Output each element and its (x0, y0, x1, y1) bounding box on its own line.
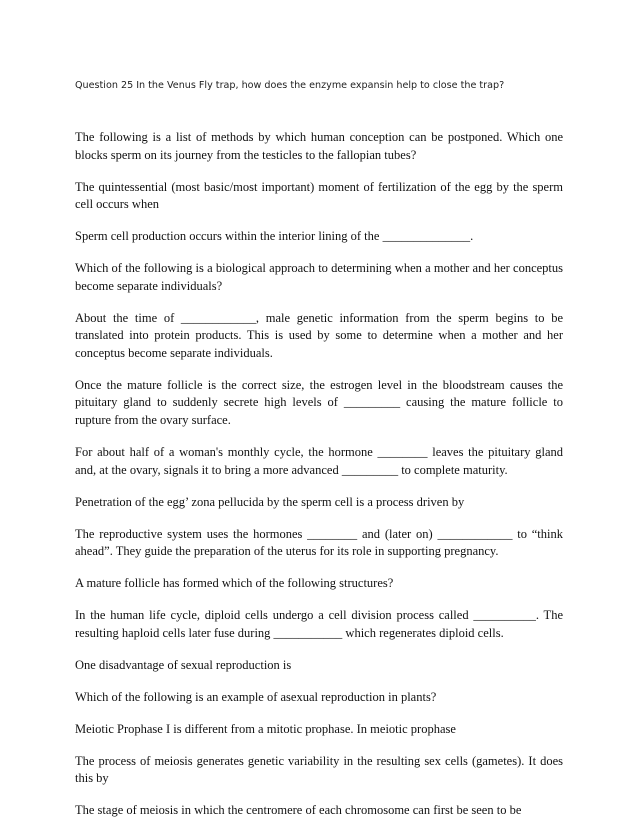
question-item: The reproductive system uses the hormones ________ and (later on) ____________ to “think ahead”. They guide the preparation of the uterus for its role in supporting pregnancy. (75, 526, 563, 559)
question-item: For about half of a woman's monthly cycle, the hormone ________ leaves the pituitary gland and, at the ovary, signals it to bring a more advanced _________ to complete maturity. (75, 445, 563, 477)
question-item: Meiotic Prophase I is different from a mitotic prophase. In meiotic prophase (75, 721, 456, 736)
question-item: Which of the following is a biological approach to determining when a mother and her conceptus become separate individuals? (75, 261, 563, 293)
question-item: The following is a list of methods by which human conception can be postponed. Which one blocks sperm on its journey from the testicles to the fallopian tubes? (75, 130, 563, 162)
question-item: The quintessential (most basic/most important) moment of fertilization of the egg by the sperm cell occurs when (75, 179, 563, 212)
question-item: Which of the following is an example of asexual reproduction in plants? (75, 689, 437, 704)
question-item: About the time of ____________, male genetic information from the sperm begins to be translated into protein products. This is used by some to determine when a mother and her conceptus become separate individuals. (75, 310, 563, 360)
question-item: The process of meiosis generates genetic variability in the resulting sex cells (gametes). It does this by (75, 753, 563, 786)
question-item: One disadvantage of sexual reproduction is (75, 657, 292, 672)
question-heading: Question 25 In the Venus Fly trap, how does the enzyme expansin help to close the trap? (75, 80, 505, 91)
question-list (75, 129, 563, 834)
question-item: The stage of meiosis in which the centromere of each chromosome can first be seen to be (75, 803, 522, 818)
question-item: Once the mature follicle is the correct size, the estrogen level in the bloodstream causes the pituitary gland to suddenly secrete high levels of _________ causing the mature follicle to rupture from the ovary surface. (75, 377, 563, 428)
question-item: Sperm cell production occurs within the interior lining of the ______________. (75, 229, 474, 244)
question-item: In the human life cycle, diploid cells undergo a cell division process called __________. The resulting haploid cells later fuse during ___________ which regenerates diploid cells. (75, 608, 563, 640)
question-item: A mature follicle has formed which of the following structures? (75, 576, 394, 591)
question-item: Penetration of the egg’ zona pellucida by the sperm cell is a process driven by (75, 494, 465, 509)
